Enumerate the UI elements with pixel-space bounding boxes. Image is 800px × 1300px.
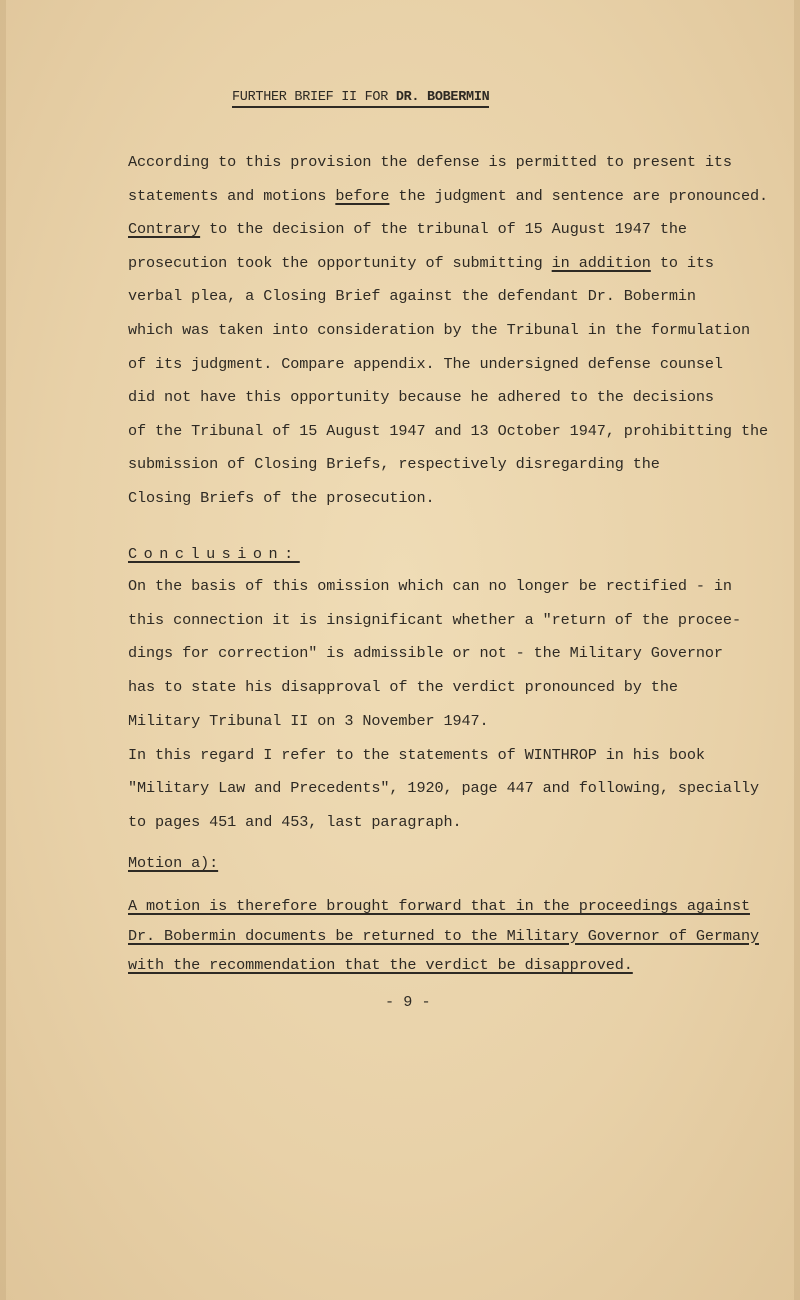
page-edge-left: [0, 0, 6, 1300]
text-line: [128, 489, 434, 507]
text-segment: submission of Closing Briefs, respectively disregarding the: [128, 455, 660, 474]
text-segment: of its judgment. Compare appendix. The undersigned defense counsel: [128, 354, 723, 373]
text-segment: did not have this opportunity because he adhered to the decisions: [128, 388, 714, 407]
underlined-text: Dr. Bobermin documents be returned to the Military Governor of Germany: [128, 926, 759, 945]
text-segment: In this regard I refer to the statements of WINTHROP in his book: [128, 745, 705, 764]
text-line: [128, 422, 768, 440]
text-segment: statements and motions: [128, 186, 336, 205]
text-line: [128, 956, 633, 974]
text-line: [128, 254, 714, 272]
text-segment: to the decision of the tribunal of 15 August 1947 the: [200, 220, 687, 239]
text-line: [128, 577, 732, 595]
document-title: [232, 90, 489, 105]
text-segment: this connection it is insignificant whether a "return of the procee-: [128, 610, 741, 629]
text-line: [128, 388, 714, 406]
title-name: DR. BOBERMIN: [395, 90, 490, 105]
text-segment: dings for correction" is admissible or not - the Military Governor: [128, 644, 723, 663]
page-number: - 9 -: [385, 993, 431, 1011]
underlined-text: before: [335, 186, 390, 205]
text-segment: Closing Briefs of the prosecution.: [128, 489, 435, 507]
text-line: [128, 897, 750, 915]
text-line: [128, 779, 759, 797]
underlined-text: Contrary: [128, 220, 201, 239]
title-text: FURTHER BRIEF II FOR: [232, 90, 396, 105]
text-line: [128, 355, 723, 373]
text-line: [128, 644, 723, 662]
page-edge-right: [794, 0, 800, 1300]
text-line: [128, 321, 750, 339]
text-line: [128, 187, 768, 205]
text-segment: "Military Law and Precedents", 1920, page 447 and following, specially: [128, 779, 759, 798]
text-segment: to pages 451 and 453, last paragraph.: [128, 812, 462, 831]
text-line: [128, 678, 678, 696]
motion-heading: Motion a):: [128, 854, 219, 872]
text-line: [128, 220, 687, 238]
text-line: [128, 927, 759, 945]
text-line: [128, 712, 489, 730]
text-line: [128, 287, 696, 305]
text-segment: the judgment and sentence are pronounced.: [389, 186, 769, 205]
conclusion-heading: Conclusion:: [128, 545, 300, 563]
text-segment: verbal plea, a Closing Brief against the defendant Dr. Bobermin: [128, 287, 696, 306]
text-segment: has to state his disapproval of the verdict pronounced by the: [128, 678, 678, 697]
text-segment: On the basis of this omission which can no longer be rectified - in: [128, 577, 732, 595]
text-segment: which was taken into consideration by the Tribunal in the formulation: [128, 321, 750, 339]
text-segment: to its: [650, 253, 714, 272]
text-line: [128, 153, 732, 171]
text-segment: of the Tribunal of 15 August 1947 and 13 October 1947, prohibitting the: [128, 421, 768, 440]
underlined-text: with the recommendation that the verdict be disapproved.: [128, 956, 633, 974]
text-line: [128, 813, 462, 831]
text-segment: Military Tribunal II on 3 November 1947.: [128, 711, 489, 730]
text-segment: According to this provision the defense is permitted to present its: [128, 153, 732, 171]
text-line: [128, 746, 705, 764]
underlined-text: in addition: [551, 253, 651, 272]
text-line: [128, 455, 660, 473]
text-segment: prosecution took the opportunity of submitting: [128, 253, 552, 272]
text-line: [128, 611, 741, 629]
underlined-text: A motion is therefore brought forward that in the proceedings against: [128, 897, 750, 915]
